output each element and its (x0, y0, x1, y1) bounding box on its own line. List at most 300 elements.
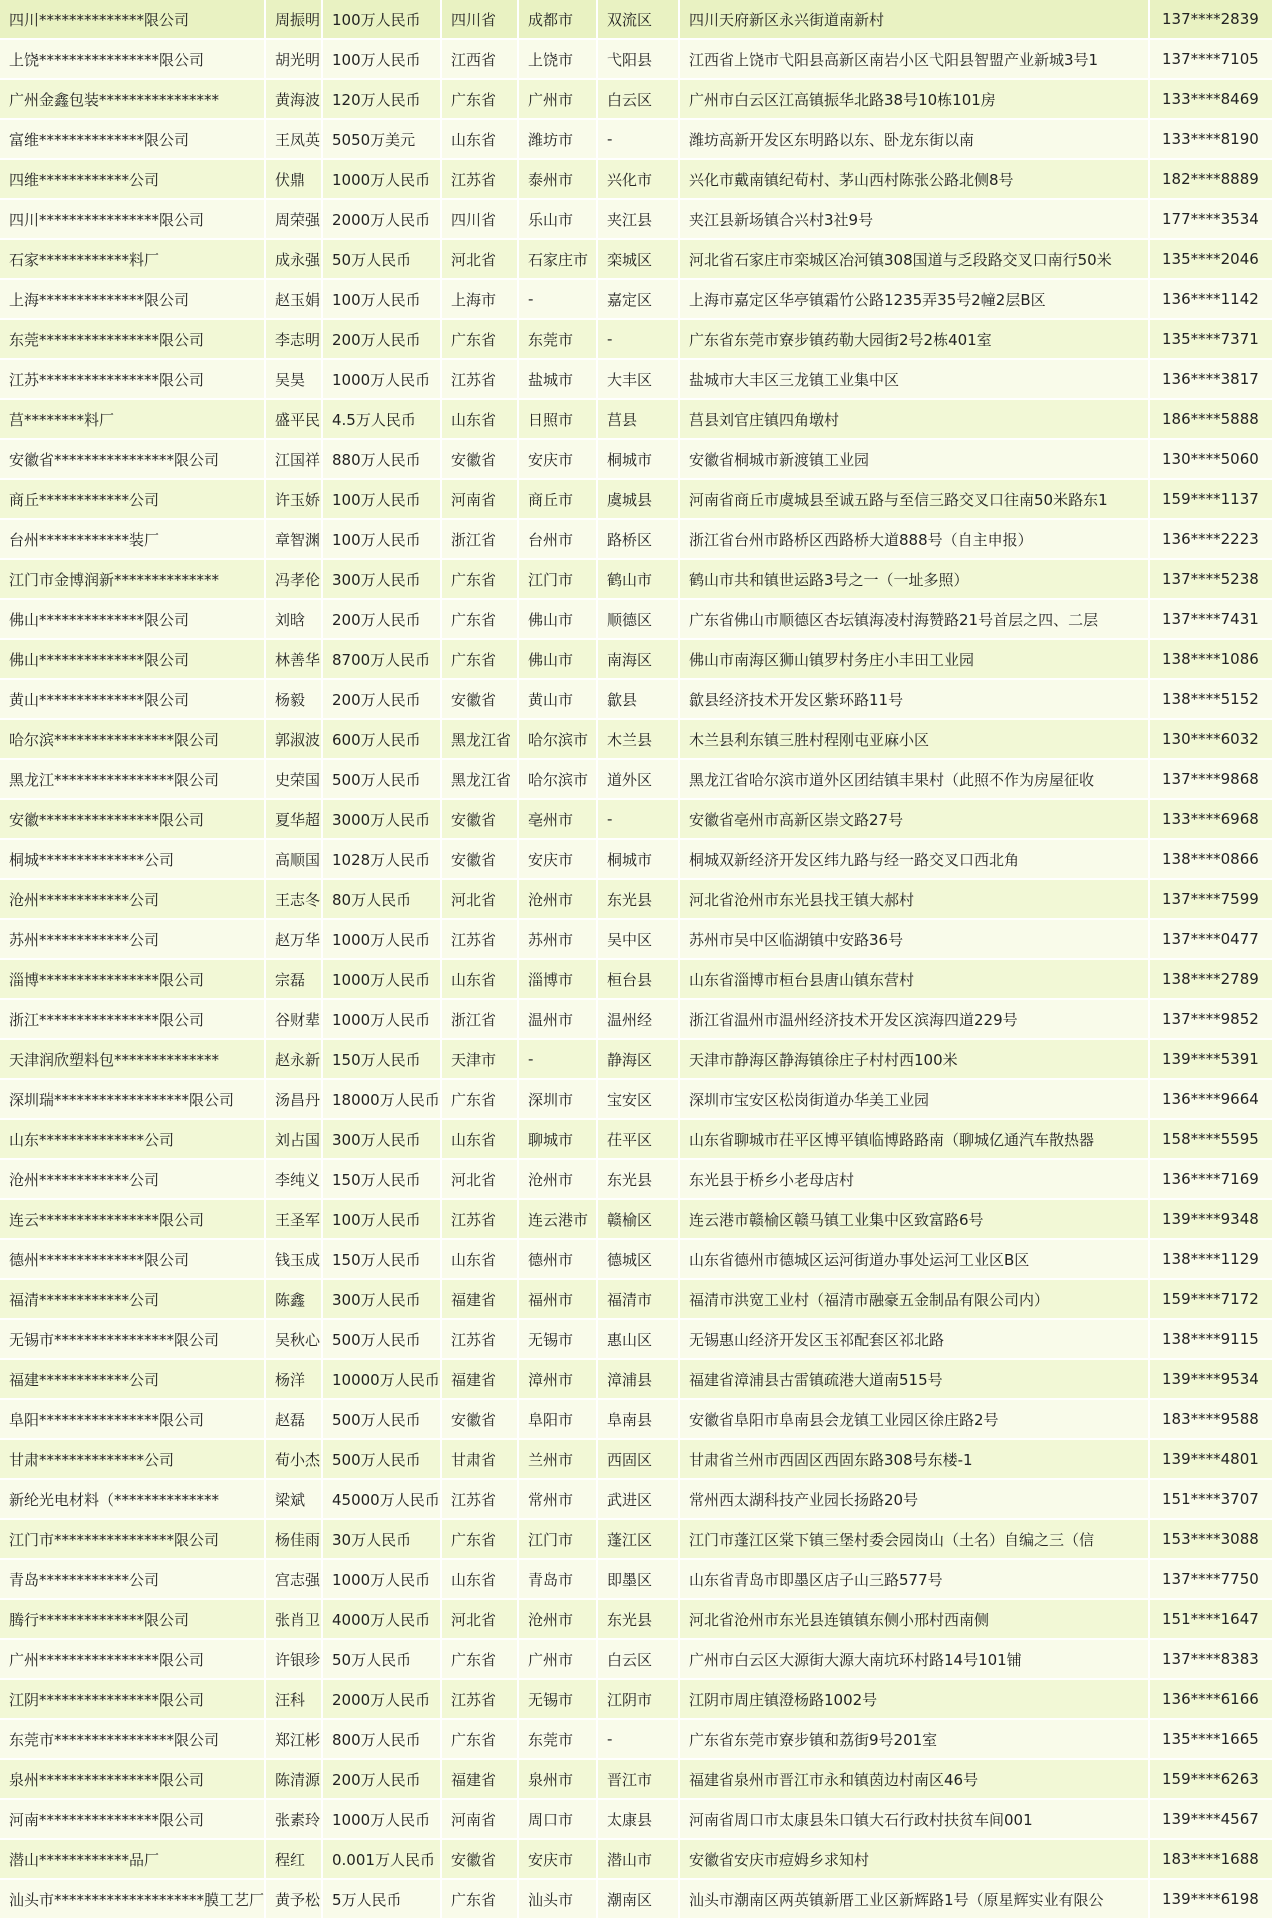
table-row[interactable] (0, 560, 1274, 600)
cell-contact: 程红 (266, 1840, 323, 1880)
cell-capital: 3000万人民币 (323, 800, 442, 840)
cell-phone: 136****2223 (1150, 520, 1274, 560)
cell-district: 阜南县 (598, 1400, 680, 1440)
cell-phone: 138****5152 (1150, 680, 1274, 720)
table-row[interactable] (0, 40, 1274, 80)
cell-city: 佛山市 (519, 600, 598, 640)
cell-address: 苏州市吴中区临湖镇中安路36号 (680, 920, 1150, 960)
cell-contact: 郑江彬 (266, 1720, 323, 1760)
cell-province: 安徽省 (442, 440, 519, 480)
cell-contact: 吴秋心 (266, 1320, 323, 1360)
table-row[interactable] (0, 1240, 1274, 1280)
cell-district: 木兰县 (598, 720, 680, 760)
cell-contact: 钱玉成 (266, 1240, 323, 1280)
cell-district: 路桥区 (598, 520, 680, 560)
cell-capital: 1000万人民币 (323, 360, 442, 400)
cell-company: 东莞市****************限公司 (0, 1720, 266, 1760)
cell-province: 广东省 (442, 1640, 519, 1680)
cell-province: 广东省 (442, 640, 519, 680)
cell-address: 夹江县新场镇合兴村3社9号 (680, 200, 1150, 240)
cell-address: 安徽省亳州市高新区崇文路27号 (680, 800, 1150, 840)
cell-city: 兰州市 (519, 1440, 598, 1480)
cell-province: 四川省 (442, 200, 519, 240)
cell-address: 山东省青岛市即墨区店子山三路577号 (680, 1560, 1150, 1600)
cell-address: 江阴市周庄镇澄杨路1002号 (680, 1680, 1150, 1720)
cell-phone: 137****9868 (1150, 760, 1274, 800)
cell-address: 河北省石家庄市栾城区冶河镇308国道与乏段路交叉口南行50米 (680, 240, 1150, 280)
table-row[interactable] (0, 0, 1274, 40)
cell-phone: 151****3707 (1150, 1480, 1274, 1520)
cell-address: 兴化市戴南镇纪荀村、茅山西村陈张公路北侧8号 (680, 160, 1150, 200)
table-row[interactable] (0, 680, 1274, 720)
cell-district: 弋阳县 (598, 40, 680, 80)
table-row[interactable] (0, 1760, 1274, 1800)
table-row[interactable] (0, 1320, 1274, 1360)
cell-province: 江苏省 (442, 160, 519, 200)
cell-contact: 盛平民 (266, 400, 323, 440)
cell-company: 石家************料厂 (0, 240, 266, 280)
cell-capital: 300万人民币 (323, 1280, 442, 1320)
cell-city: 泉州市 (519, 1760, 598, 1800)
cell-province: 四川省 (442, 0, 519, 40)
table-row[interactable] (0, 600, 1274, 640)
cell-address: 上海市嘉定区华亭镇霜竹公路1235弄35号2幢2层B区 (680, 280, 1150, 320)
cell-company: 富维**************限公司 (0, 120, 266, 160)
cell-company: 天津润欣塑料包************** (0, 1040, 266, 1080)
cell-contact: 郭淑波 (266, 720, 323, 760)
cell-province: 河北省 (442, 240, 519, 280)
table-row[interactable] (0, 1560, 1274, 1600)
cell-address: 歙县经济技术开发区紫环路11号 (680, 680, 1150, 720)
cell-province: 广东省 (442, 320, 519, 360)
cell-phone: 153****3088 (1150, 1520, 1274, 1560)
cell-company: 上饶****************限公司 (0, 40, 266, 80)
table-row[interactable] (0, 200, 1274, 240)
table-row[interactable] (0, 160, 1274, 200)
table-row[interactable] (0, 480, 1274, 520)
cell-city: - (519, 280, 598, 320)
cell-company: 沧州************公司 (0, 880, 266, 920)
cell-address: 甘肃省兰州市西固区西固东路308号东楼-1 (680, 1440, 1150, 1480)
cell-phone: 159****6263 (1150, 1760, 1274, 1800)
cell-company: 江阴****************限公司 (0, 1680, 266, 1720)
cell-capital: 100万人民币 (323, 520, 442, 560)
cell-phone: 183****9588 (1150, 1400, 1274, 1440)
cell-address: 鹤山市共和镇世运路3号之一（一址多照） (680, 560, 1150, 600)
table-row[interactable] (0, 1400, 1274, 1440)
cell-contact: 胡光明 (266, 40, 323, 80)
cell-company: 佛山**************限公司 (0, 640, 266, 680)
cell-province: 广东省 (442, 600, 519, 640)
cell-address: 安徽省桐城市新渡镇工业园 (680, 440, 1150, 480)
table-row[interactable] (0, 360, 1274, 400)
cell-district: 夹江县 (598, 200, 680, 240)
cell-contact: 宫志强 (266, 1560, 323, 1600)
table-row[interactable] (0, 1640, 1274, 1680)
cell-contact: 王凤英 (266, 120, 323, 160)
table-row[interactable] (0, 1680, 1274, 1720)
cell-province: 山东省 (442, 1120, 519, 1160)
cell-company: 福清************公司 (0, 1280, 266, 1320)
cell-district: 嘉定区 (598, 280, 680, 320)
cell-district: 茌平区 (598, 1120, 680, 1160)
cell-district: - (598, 1720, 680, 1760)
cell-district: 白云区 (598, 80, 680, 120)
cell-contact: 赵万华 (266, 920, 323, 960)
table-row[interactable] (0, 960, 1274, 1000)
cell-contact: 李纯义 (266, 1160, 323, 1200)
cell-city: 亳州市 (519, 800, 598, 840)
cell-province: 天津市 (442, 1040, 519, 1080)
cell-city: 哈尔滨市 (519, 760, 598, 800)
cell-district: 虞城县 (598, 480, 680, 520)
cell-phone: 130****5060 (1150, 440, 1274, 480)
table-row[interactable] (0, 800, 1274, 840)
cell-district: 武进区 (598, 1480, 680, 1520)
cell-contact: 史荣国 (266, 760, 323, 800)
table-row[interactable] (0, 1720, 1274, 1760)
cell-address: 河南省周口市太康县朱口镇大石行政村扶贫车间001 (680, 1800, 1150, 1840)
cell-phone: 133****8190 (1150, 120, 1274, 160)
cell-address: 山东省德州市德城区运河街道办事处运河工业区B区 (680, 1240, 1150, 1280)
cell-phone: 139****9534 (1150, 1360, 1274, 1400)
cell-phone: 136****1142 (1150, 280, 1274, 320)
cell-company: 广州****************限公司 (0, 1640, 266, 1680)
cell-phone: 182****8889 (1150, 160, 1274, 200)
cell-capital: 100万人民币 (323, 480, 442, 520)
cell-contact: 王圣军 (266, 1200, 323, 1240)
cell-district: 惠山区 (598, 1320, 680, 1360)
cell-capital: 1000万人民币 (323, 920, 442, 960)
cell-province: 江苏省 (442, 1320, 519, 1360)
cell-contact: 许银珍 (266, 1640, 323, 1680)
cell-district: 漳浦县 (598, 1360, 680, 1400)
cell-phone: 139****5391 (1150, 1040, 1274, 1080)
cell-capital: 500万人民币 (323, 1400, 442, 1440)
cell-company: 浙江****************限公司 (0, 1000, 266, 1040)
table-row[interactable] (0, 1000, 1274, 1040)
table-row[interactable] (0, 1040, 1274, 1080)
cell-contact: 荀小杰 (266, 1440, 323, 1480)
cell-phone: 138****1129 (1150, 1240, 1274, 1280)
table-row[interactable] (0, 880, 1274, 920)
table-row[interactable] (0, 1440, 1274, 1480)
cell-province: 浙江省 (442, 1000, 519, 1040)
table-row[interactable] (0, 720, 1274, 760)
cell-contact: 夏华超 (266, 800, 323, 840)
cell-contact: 陈清源 (266, 1760, 323, 1800)
cell-province: 江苏省 (442, 360, 519, 400)
cell-city: 商丘市 (519, 480, 598, 520)
cell-phone: 136****9664 (1150, 1080, 1274, 1120)
cell-phone: 158****5595 (1150, 1120, 1274, 1160)
cell-capital: 2000万人民币 (323, 200, 442, 240)
cell-contact: 张肖卫 (266, 1600, 323, 1640)
table-row[interactable] (0, 920, 1274, 960)
cell-province: 江苏省 (442, 1480, 519, 1520)
cell-city: 温州市 (519, 1000, 598, 1040)
cell-address: 安徽省阜阳市阜南县会龙镇工业园区徐庄路2号 (680, 1400, 1150, 1440)
cell-phone: 137****7750 (1150, 1560, 1274, 1600)
cell-address: 深圳市宝安区松岗街道办华美工业园 (680, 1080, 1150, 1120)
cell-phone: 136****6166 (1150, 1680, 1274, 1720)
cell-city: 青岛市 (519, 1560, 598, 1600)
cell-phone: 138****1086 (1150, 640, 1274, 680)
cell-city: 台州市 (519, 520, 598, 560)
cell-address: 佛山市南海区狮山镇罗村务庄小丰田工业园 (680, 640, 1150, 680)
cell-district: 赣榆区 (598, 1200, 680, 1240)
cell-capital: 300万人民币 (323, 1120, 442, 1160)
cell-address: 河北省沧州市东光县连镇镇东侧小邢村西南侧 (680, 1600, 1150, 1640)
cell-city: 江门市 (519, 560, 598, 600)
cell-phone: 137****7599 (1150, 880, 1274, 920)
cell-district: 顺德区 (598, 600, 680, 640)
cell-city: 无锡市 (519, 1680, 598, 1720)
table-row[interactable] (0, 1480, 1274, 1520)
cell-address: 广东省佛山市顺德区杏坛镇海凌村海赞路21号首层之四、二层 (680, 600, 1150, 640)
cell-district: 温州经 (598, 1000, 680, 1040)
cell-address: 广州市白云区大源街大源大南坑环村路14号101铺 (680, 1640, 1150, 1680)
cell-phone: 135****7371 (1150, 320, 1274, 360)
cell-province: 福建省 (442, 1360, 519, 1400)
cell-contact: 梁斌 (266, 1480, 323, 1520)
cell-province: 山东省 (442, 400, 519, 440)
cell-company: 腾行**************限公司 (0, 1600, 266, 1640)
cell-phone: 159****7172 (1150, 1280, 1274, 1320)
cell-address: 常州西太湖科技产业园长扬路20号 (680, 1480, 1150, 1520)
cell-province: 江苏省 (442, 1200, 519, 1240)
table-row[interactable] (0, 120, 1274, 160)
cell-city: 成都市 (519, 0, 598, 40)
cell-capital: 100万人民币 (323, 280, 442, 320)
cell-company: 德州**************限公司 (0, 1240, 266, 1280)
cell-phone: 138****0866 (1150, 840, 1274, 880)
cell-province: 山东省 (442, 120, 519, 160)
table-row[interactable] (0, 280, 1274, 320)
cell-district: 双流区 (598, 0, 680, 40)
table-row[interactable] (0, 1360, 1274, 1400)
cell-city: 沧州市 (519, 1600, 598, 1640)
cell-capital: 200万人民币 (323, 680, 442, 720)
cell-city: 周口市 (519, 1800, 598, 1840)
cell-district: 蓬江区 (598, 1520, 680, 1560)
table-row[interactable] (0, 440, 1274, 480)
cell-company: 河南****************限公司 (0, 1800, 266, 1840)
cell-company: 四川****************限公司 (0, 200, 266, 240)
cell-phone: 133****6968 (1150, 800, 1274, 840)
cell-address: 福建省泉州市晋江市永和镇茵边村南区46号 (680, 1760, 1150, 1800)
cell-contact: 赵磊 (266, 1400, 323, 1440)
cell-company: 四川**************限公司 (0, 0, 266, 40)
table-row[interactable] (0, 80, 1274, 120)
cell-phone: 137****0477 (1150, 920, 1274, 960)
cell-company: 佛山**************限公司 (0, 600, 266, 640)
table-row[interactable] (0, 1080, 1274, 1120)
cell-contact: 汪科 (266, 1680, 323, 1720)
cell-contact: 杨洋 (266, 1360, 323, 1400)
cell-contact: 谷财辈 (266, 1000, 323, 1040)
cell-capital: 100万人民币 (323, 0, 442, 40)
cell-city: 聊城市 (519, 1120, 598, 1160)
table-row[interactable] (0, 1160, 1274, 1200)
cell-city: 广州市 (519, 1640, 598, 1680)
cell-province: 河北省 (442, 1600, 519, 1640)
cell-phone: 137****7431 (1150, 600, 1274, 640)
cell-province: 广东省 (442, 80, 519, 120)
cell-contact: 高顺国 (266, 840, 323, 880)
table-row[interactable] (0, 520, 1274, 560)
cell-company: 苏州************公司 (0, 920, 266, 960)
table-row[interactable] (0, 1800, 1274, 1840)
table-row[interactable] (0, 400, 1274, 440)
cell-phone: 137****5238 (1150, 560, 1274, 600)
cell-address: 莒县刘官庄镇四角墩村 (680, 400, 1150, 440)
cell-contact: 杨毅 (266, 680, 323, 720)
cell-city: 黄山市 (519, 680, 598, 720)
cell-contact: 杨佳雨 (266, 1520, 323, 1560)
cell-address: 浙江省温州市温州经济技术开发区滨海四道229号 (680, 1000, 1150, 1040)
cell-province: 安徽省 (442, 1840, 519, 1880)
cell-company: 淄博****************限公司 (0, 960, 266, 1000)
cell-city: 阜阳市 (519, 1400, 598, 1440)
cell-capital: 10000万人民币 (323, 1360, 442, 1400)
cell-city: 广州市 (519, 80, 598, 120)
cell-capital: 50万人民币 (323, 240, 442, 280)
cell-contact: 江国祥 (266, 440, 323, 480)
cell-phone: 139****4567 (1150, 1800, 1274, 1840)
cell-city: 淄博市 (519, 960, 598, 1000)
table-row[interactable] (0, 240, 1274, 280)
cell-company: 江门市****************限公司 (0, 1520, 266, 1560)
cell-city: 泰州市 (519, 160, 598, 200)
cell-company: 阜阳****************限公司 (0, 1400, 266, 1440)
cell-province: 山东省 (442, 960, 519, 1000)
cell-capital: 1000万人民币 (323, 1000, 442, 1040)
cell-province: 江苏省 (442, 1680, 519, 1720)
table-row[interactable] (0, 1280, 1274, 1320)
cell-company: 广州金鑫包装**************** (0, 80, 266, 120)
cell-city: 福州市 (519, 1280, 598, 1320)
cell-contact: 汤昌丹 (266, 1080, 323, 1120)
table-row[interactable] (0, 1600, 1274, 1640)
cell-capital: 200万人民币 (323, 1760, 442, 1800)
cell-province: 安徽省 (442, 680, 519, 720)
cell-address: 汕头市潮南区两英镇新厝工业区新辉路1号（原星辉实业有限公 (680, 1880, 1150, 1920)
cell-city: - (519, 1040, 598, 1080)
cell-district: 栾城区 (598, 240, 680, 280)
cell-company: 商丘************公司 (0, 480, 266, 520)
cell-city: 潍坊市 (519, 120, 598, 160)
cell-city: 沧州市 (519, 880, 598, 920)
cell-phone: 177****3534 (1150, 200, 1274, 240)
table-row[interactable] (0, 1120, 1274, 1160)
cell-district: 福清市 (598, 1280, 680, 1320)
cell-province: 广东省 (442, 560, 519, 600)
table-row[interactable] (0, 1520, 1274, 1560)
cell-company: 潜山************品厂 (0, 1840, 266, 1880)
cell-district: 德城区 (598, 1240, 680, 1280)
cell-address: 黑龙江省哈尔滨市道外区团结镇丰果村（此照不作为房屋征收 (680, 760, 1150, 800)
cell-contact: 黄予松 (266, 1880, 323, 1920)
table-row[interactable] (0, 760, 1274, 800)
cell-city: 东莞市 (519, 1720, 598, 1760)
table-row[interactable] (0, 1880, 1274, 1920)
cell-capital: 800万人民币 (323, 1720, 442, 1760)
cell-city: 无锡市 (519, 1320, 598, 1360)
cell-company: 沧州************公司 (0, 1160, 266, 1200)
cell-district: 道外区 (598, 760, 680, 800)
cell-address: 广东省东莞市寮步镇和荔街9号201室 (680, 1720, 1150, 1760)
cell-contact: 陈鑫 (266, 1280, 323, 1320)
table-row[interactable] (0, 840, 1274, 880)
cell-company: 东莞****************限公司 (0, 320, 266, 360)
cell-city: 常州市 (519, 1480, 598, 1520)
cell-company: 上海**************限公司 (0, 280, 266, 320)
cell-company: 泉州****************限公司 (0, 1760, 266, 1800)
cell-contact: 伏鼎 (266, 160, 323, 200)
cell-phone: 136****3817 (1150, 360, 1274, 400)
cell-contact: 李志明 (266, 320, 323, 360)
cell-phone: 139****6198 (1150, 1880, 1274, 1920)
table-row[interactable] (0, 320, 1274, 360)
cell-address: 浙江省台州市路桥区西路桥大道888号（自主申报） (680, 520, 1150, 560)
cell-province: 广东省 (442, 1080, 519, 1120)
cell-capital: 8700万人民币 (323, 640, 442, 680)
cell-address: 无锡惠山经济开发区玉祁配套区祁北路 (680, 1320, 1150, 1360)
cell-district: 桐城市 (598, 840, 680, 880)
cell-capital: 500万人民币 (323, 1440, 442, 1480)
cell-contact: 成永强 (266, 240, 323, 280)
cell-district: 潮南区 (598, 1880, 680, 1920)
cell-contact: 周荣强 (266, 200, 323, 240)
cell-address: 安徽省安庆市痘姆乡求知村 (680, 1840, 1150, 1880)
cell-province: 黑龙江省 (442, 760, 519, 800)
cell-province: 广东省 (442, 1520, 519, 1560)
cell-contact: 赵玉娟 (266, 280, 323, 320)
cell-phone: 186****5888 (1150, 400, 1274, 440)
cell-district: - (598, 320, 680, 360)
cell-capital: 50万人民币 (323, 1640, 442, 1680)
cell-capital: 30万人民币 (323, 1520, 442, 1560)
cell-city: 盐城市 (519, 360, 598, 400)
cell-capital: 150万人民币 (323, 1240, 442, 1280)
cell-address: 桐城双新经济开发区纬九路与经一路交叉口西北角 (680, 840, 1150, 880)
cell-district: 东光县 (598, 1600, 680, 1640)
cell-capital: 1000万人民币 (323, 1800, 442, 1840)
cell-company: 台州************装厂 (0, 520, 266, 560)
table-row[interactable] (0, 1840, 1274, 1880)
cell-address: 四川天府新区永兴街道南新村 (680, 0, 1150, 40)
cell-district: 兴化市 (598, 160, 680, 200)
cell-city: 安庆市 (519, 840, 598, 880)
cell-city: 沧州市 (519, 1160, 598, 1200)
table-row[interactable] (0, 640, 1274, 680)
cell-capital: 4000万人民币 (323, 1600, 442, 1640)
cell-company: 莒********料厂 (0, 400, 266, 440)
cell-address: 江西省上饶市弋阳县高新区南岩小区弋阳县智盟产业新城3号1 (680, 40, 1150, 80)
cell-company: 江门市金博润新************** (0, 560, 266, 600)
cell-address: 山东省淄博市桓台县唐山镇东营村 (680, 960, 1150, 1000)
cell-address: 江门市蓬江区棠下镇三堡村委会园岗山（土名）自编之三（信 (680, 1520, 1150, 1560)
cell-phone: 137****7105 (1150, 40, 1274, 80)
cell-company: 安徽省****************限公司 (0, 440, 266, 480)
cell-contact: 刘晗 (266, 600, 323, 640)
cell-district: 晋江市 (598, 1760, 680, 1800)
cell-capital: 2000万人民币 (323, 1680, 442, 1720)
table-row[interactable] (0, 1200, 1274, 1240)
cell-province: 福建省 (442, 1760, 519, 1800)
cell-capital: 5050万美元 (323, 120, 442, 160)
